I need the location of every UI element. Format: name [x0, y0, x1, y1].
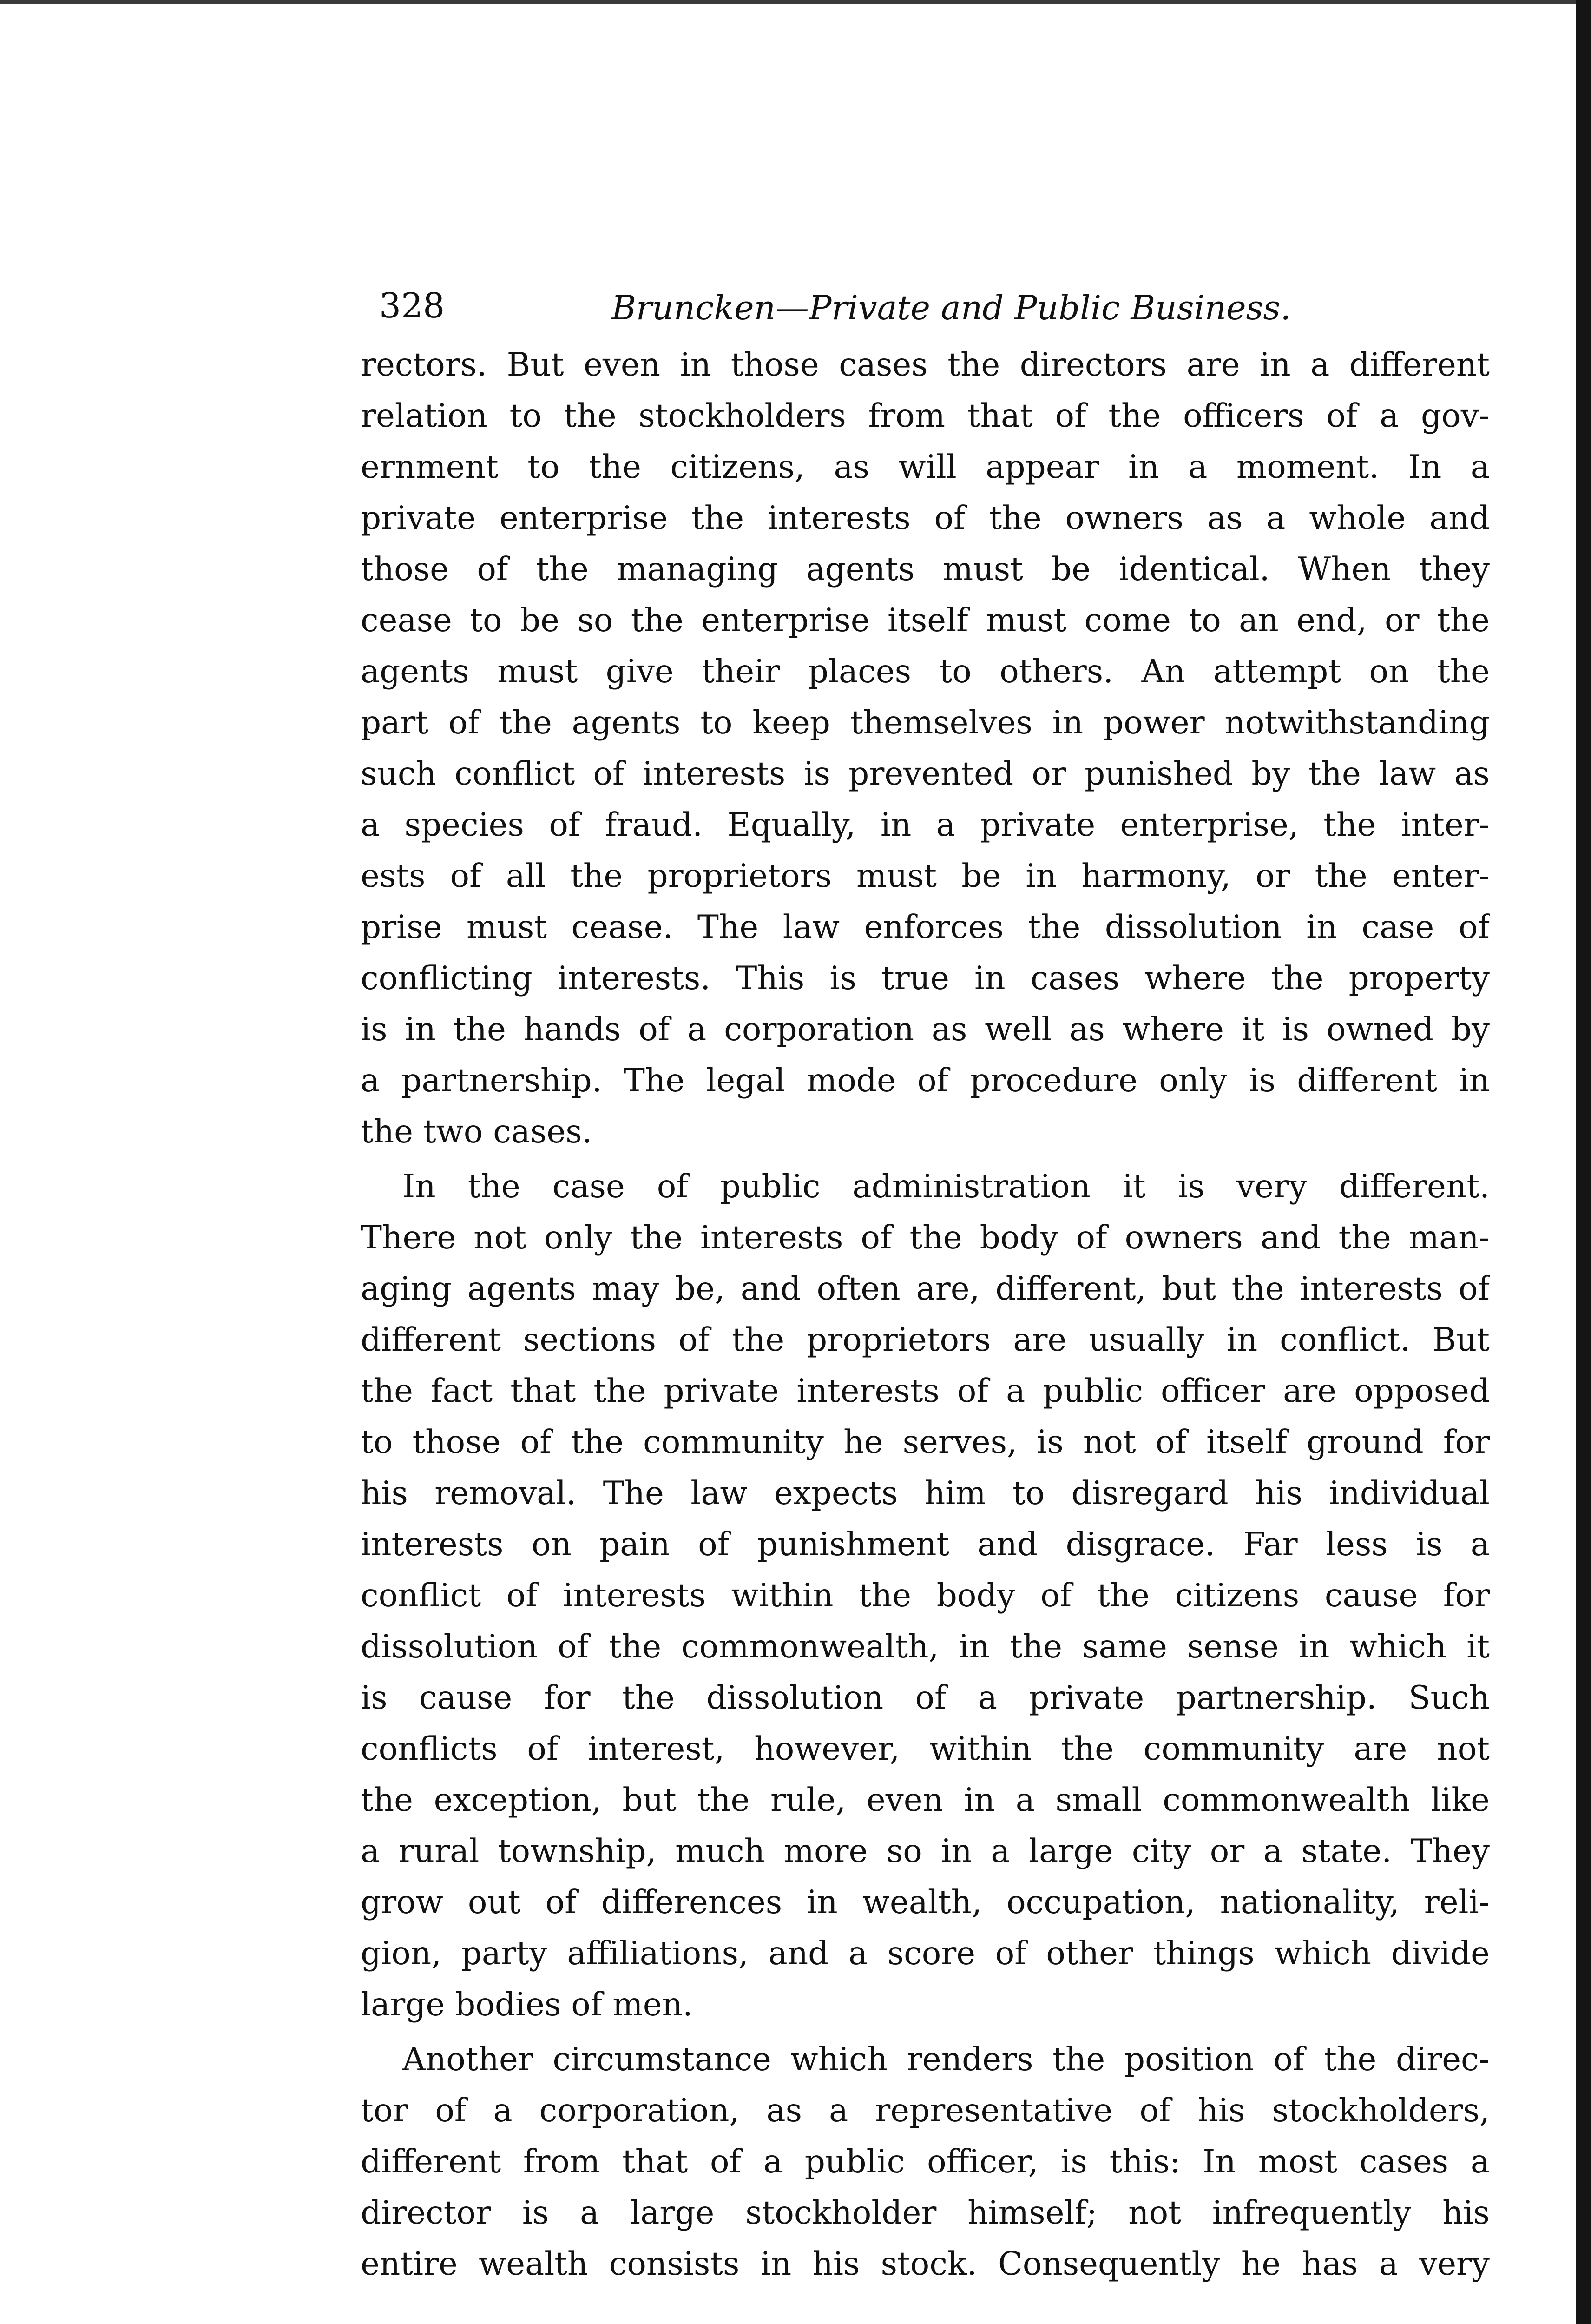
- text-line: conflicting interests. This is true in cases where the property: [361, 960, 1490, 997]
- scan-edge-right: [1576, 0, 1591, 2324]
- text-line: such conflict of interests is prevented or punished by the law as: [361, 755, 1490, 792]
- paragraph-2: [361, 1161, 1490, 2030]
- text-line: a rural township, much more so in a large city or a state. They: [361, 1833, 1490, 1870]
- scan-edge-top: [0, 0, 1591, 4]
- text-line: is cause for the dissolution of a private partnership. Such: [361, 1679, 1490, 1717]
- text-line: entire wealth consists in his stock. Consequently he has a very: [361, 2245, 1490, 2283]
- paragraph-3: [361, 2034, 1490, 2290]
- text-line: ests of all the proprietors must be in harmony, or the enter-: [361, 858, 1490, 895]
- page-content: [361, 279, 1490, 2290]
- text-line: those of the managing agents must be identical. When they: [361, 551, 1490, 588]
- text-line: In the case of public administration it is very different.: [402, 1168, 1490, 1205]
- text-line: tor of a corporation, as a representative of his stockholders,: [361, 2092, 1490, 2129]
- text-line: There not only the interests of the body of owners and the man-: [361, 1219, 1490, 1256]
- text-line: conflicts of interest, however, within the community are not: [361, 1730, 1490, 1768]
- text-line: large bodies of men.: [361, 1986, 693, 2023]
- text-line: a species of fraud. Equally, in a private enterprise, the inter-: [361, 806, 1490, 844]
- text-line: Another circumstance which renders the position of the direc-: [402, 2041, 1490, 2078]
- running-head: [361, 279, 1490, 335]
- text-line: director is a large stockholder himself; not infrequently his: [361, 2194, 1490, 2232]
- text-line: the two cases.: [361, 1113, 592, 1150]
- text-line: part of the agents to keep themselves in power notwithstanding: [361, 704, 1490, 741]
- text-line: the fact that the private interests of a public officer are opposed: [361, 1373, 1490, 1410]
- text-line: relation to the stockholders from that of the officers of a gov-: [361, 397, 1490, 435]
- text-line: is in the hands of a corporation as well as where it is owned by: [361, 1011, 1490, 1048]
- text-line: rectors. But even in those cases the directors are in a different: [361, 346, 1490, 383]
- body-text: [361, 339, 1490, 2290]
- text-line: his removal. The law expects him to disregard his individual: [361, 1475, 1490, 1512]
- text-line: to those of the community he serves, is not of itself ground for: [361, 1424, 1490, 1461]
- text-line: cease to be so the enterprise itself must come to an end, or the: [361, 602, 1490, 639]
- running-title: Bruncken—Private and Public Business.: [611, 288, 1291, 327]
- text-line: aging agents may be, and often are, different, but the interests of: [361, 1270, 1490, 1307]
- text-line: a partnership. The legal mode of procedure only is different in: [361, 1062, 1490, 1099]
- text-line: the exception, but the rule, even in a small commonwealth like: [361, 1782, 1490, 1819]
- text-line: conflict of interests within the body of the citizens cause for: [361, 1577, 1490, 1614]
- text-line: interests on pain of punishment and disgrace. Far less is a: [361, 1526, 1490, 1563]
- text-line: prise must cease. The law enforces the dissolution in case of: [361, 909, 1490, 946]
- text-line: agents must give their places to others. An attempt on the: [361, 653, 1490, 690]
- text-line: different from that of a public officer, is this: In most cases a: [361, 2143, 1490, 2180]
- text-line: different sections of the proprietors are usually in conflict. But: [361, 1321, 1490, 1359]
- text-line: grow out of differences in wealth, occupation, nationality, reli-: [361, 1884, 1490, 1921]
- text-line: ernment to the citizens, as will appear in a moment. In a: [361, 449, 1490, 486]
- text-line: dissolution of the commonwealth, in the same sense in which it: [361, 1628, 1490, 1665]
- page-number: 328: [379, 286, 445, 326]
- paragraph-1: [361, 339, 1490, 1157]
- text-line: private enterprise the interests of the owners as a whole and: [361, 500, 1490, 537]
- text-line: gion, party affiliations, and a score of other things which divide: [361, 1935, 1490, 1972]
